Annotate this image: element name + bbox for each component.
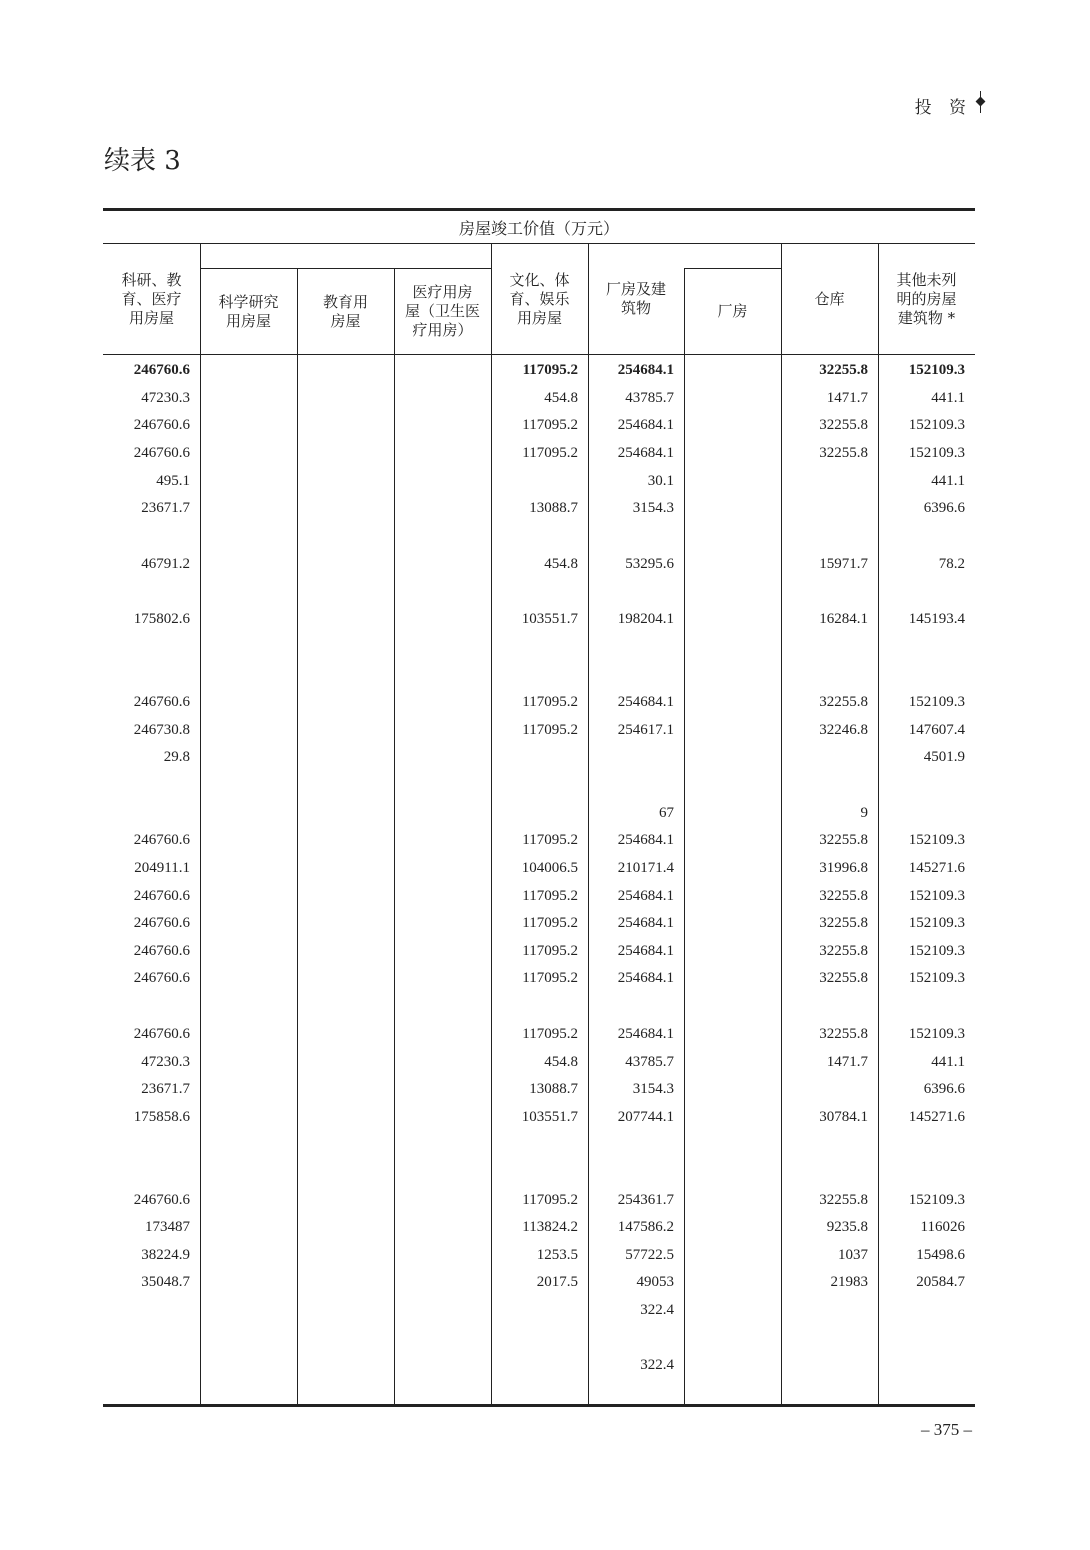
table-row bbox=[103, 826, 975, 854]
table-cell: 254617.1 bbox=[617, 722, 674, 738]
table-cell: 152109.3 bbox=[908, 943, 965, 959]
table-cell bbox=[394, 1103, 481, 1131]
table-cell: 117095.2 bbox=[522, 915, 578, 931]
table-cell bbox=[491, 799, 578, 827]
table-cell: 175802.6 bbox=[133, 611, 190, 627]
table-cell bbox=[297, 411, 384, 439]
table-cell: 145193.4 bbox=[908, 611, 965, 627]
table-cell bbox=[297, 937, 384, 965]
table-cell bbox=[878, 1296, 965, 1324]
table-cell: 246760.6 bbox=[133, 970, 190, 986]
table-row bbox=[103, 1020, 975, 1048]
table-cell: 113824.2 bbox=[522, 1219, 578, 1235]
table-row bbox=[103, 1351, 975, 1379]
table-cell: 13088.7 bbox=[529, 500, 578, 516]
table-cell: 152109.3 bbox=[908, 915, 965, 931]
table-cell bbox=[200, 1103, 287, 1131]
table-cell: 254684.1 bbox=[617, 362, 674, 378]
table-cell bbox=[297, 688, 384, 716]
table-cell bbox=[297, 1048, 384, 1076]
table-cell bbox=[684, 439, 771, 467]
table-cell: 67 bbox=[659, 805, 674, 821]
table-cell: 152109.3 bbox=[908, 832, 965, 848]
column-header: 文化、体 育、娱乐 用房屋 bbox=[509, 270, 570, 327]
table-cell bbox=[394, 826, 481, 854]
page-number: – 375 – bbox=[921, 1420, 972, 1439]
table-row bbox=[103, 1296, 975, 1324]
table-cell: 6396.6 bbox=[923, 500, 965, 516]
table-cell bbox=[684, 937, 771, 965]
table-cell bbox=[684, 716, 771, 744]
table-cell: 1471.7 bbox=[826, 390, 868, 406]
table-cell bbox=[394, 494, 481, 522]
table-cell bbox=[394, 411, 481, 439]
table-cell bbox=[297, 909, 384, 937]
table-row bbox=[103, 605, 975, 633]
table-cell bbox=[394, 1296, 481, 1324]
table-cell: 152109.3 bbox=[908, 1192, 965, 1208]
table-cell bbox=[878, 1351, 965, 1379]
table-cell bbox=[394, 882, 481, 910]
table-cell bbox=[200, 1075, 287, 1103]
table-row bbox=[103, 384, 975, 412]
table-cell: 57722.5 bbox=[625, 1247, 674, 1263]
table-cell bbox=[394, 688, 481, 716]
table-cell bbox=[394, 854, 481, 882]
table-cell bbox=[684, 743, 771, 771]
table-cell bbox=[394, 799, 481, 827]
table-cell bbox=[394, 605, 481, 633]
table-cell: 207744.1 bbox=[617, 1109, 674, 1125]
table-cell: 173487 bbox=[145, 1219, 190, 1235]
table-cell bbox=[684, 1020, 771, 1048]
table-cell bbox=[200, 1186, 287, 1214]
table-cell: 254684.1 bbox=[617, 915, 674, 931]
table-cell: 32255.8 bbox=[819, 832, 868, 848]
column-header: 科学研究 用房屋 bbox=[218, 292, 279, 330]
table-cell: 246760.6 bbox=[133, 1192, 190, 1208]
table-cell bbox=[103, 1296, 190, 1324]
table-cell: 117095.2 bbox=[522, 832, 578, 848]
table-cell bbox=[297, 356, 384, 384]
table-cell bbox=[103, 799, 190, 827]
table-cell bbox=[781, 1296, 868, 1324]
table-cell: 47230.3 bbox=[141, 390, 190, 406]
table-row bbox=[103, 439, 975, 467]
table-cell: 1037 bbox=[838, 1247, 868, 1263]
table-row bbox=[103, 1268, 975, 1296]
table-cell: 32255.8 bbox=[819, 888, 868, 904]
table-cell bbox=[297, 882, 384, 910]
table-cell bbox=[491, 1296, 578, 1324]
table-cell: 152109.3 bbox=[908, 445, 965, 461]
table-cell: 152109.3 bbox=[908, 362, 965, 378]
table-cell bbox=[394, 964, 481, 992]
table-cell: 53295.6 bbox=[625, 556, 674, 572]
table-cell: 454.8 bbox=[544, 390, 578, 406]
table-row bbox=[103, 1186, 975, 1214]
table-cell: 210171.4 bbox=[617, 860, 674, 876]
table-cell bbox=[297, 1241, 384, 1269]
table-row bbox=[103, 743, 975, 771]
column-header-rule bbox=[103, 354, 975, 355]
table-cell: 246760.6 bbox=[133, 694, 190, 710]
table-cell: 103551.7 bbox=[521, 611, 578, 627]
table-cell: 246730.8 bbox=[133, 722, 190, 738]
table-cell bbox=[297, 1020, 384, 1048]
table-cell: 145271.6 bbox=[908, 1109, 965, 1125]
table-cell: 32255.8 bbox=[819, 943, 868, 959]
table-cell bbox=[297, 1213, 384, 1241]
table-cell bbox=[200, 1296, 287, 1324]
table-cell bbox=[491, 1351, 578, 1379]
table-cell bbox=[491, 467, 578, 495]
table-cell bbox=[394, 716, 481, 744]
group-header: 房屋竣工价值（万元） bbox=[458, 219, 619, 238]
table-cell: 35048.7 bbox=[141, 1274, 190, 1290]
table-cell: 4501.9 bbox=[923, 749, 965, 765]
table-cell: 254684.1 bbox=[617, 970, 674, 986]
table-cell: 246760.6 bbox=[133, 445, 190, 461]
table-cell bbox=[200, 356, 287, 384]
table-cell bbox=[297, 467, 384, 495]
table-cell: 454.8 bbox=[544, 556, 578, 572]
table-cell: 21983 bbox=[830, 1274, 868, 1290]
table-cell: 246760.6 bbox=[133, 888, 190, 904]
table-cell: 43785.7 bbox=[625, 390, 674, 406]
table-cell: 3154.3 bbox=[632, 1081, 674, 1097]
table-cell bbox=[297, 384, 384, 412]
table-cell bbox=[394, 1213, 481, 1241]
column-header: 科研、教 育、医疗 用房屋 bbox=[121, 270, 182, 327]
table-cell: 254684.1 bbox=[617, 943, 674, 959]
table-cell bbox=[103, 1351, 190, 1379]
table-cell bbox=[297, 743, 384, 771]
table-top-rule bbox=[103, 208, 975, 211]
table-cell bbox=[684, 1268, 771, 1296]
table-cell: 32246.8 bbox=[819, 722, 868, 738]
column-header: 医疗用房 屋（卫生医 疗用房） bbox=[404, 283, 480, 339]
table-cell bbox=[684, 882, 771, 910]
table-cell bbox=[297, 1296, 384, 1324]
table-cell bbox=[200, 1351, 287, 1379]
table-cell bbox=[684, 1103, 771, 1131]
table-cell bbox=[878, 799, 965, 827]
table-cell: 117095.2 bbox=[522, 445, 578, 461]
table-row bbox=[103, 799, 975, 827]
table-cell: 117095.2 bbox=[522, 362, 578, 378]
table-cell: 32255.8 bbox=[819, 970, 868, 986]
table-cell: 246760.6 bbox=[133, 1026, 190, 1042]
table-cell: 43785.7 bbox=[625, 1054, 674, 1070]
table-cell bbox=[297, 494, 384, 522]
table-cell bbox=[297, 799, 384, 827]
table-cell bbox=[684, 550, 771, 578]
table-cell: 254684.1 bbox=[617, 417, 674, 433]
table-cell: 254361.7 bbox=[617, 1192, 674, 1208]
table-cell bbox=[200, 882, 287, 910]
table-row bbox=[103, 716, 975, 744]
table-cell: 9235.8 bbox=[826, 1219, 868, 1235]
table-cell: 147607.4 bbox=[908, 722, 965, 738]
table-cell bbox=[491, 743, 578, 771]
table-cell: 145271.6 bbox=[908, 860, 965, 876]
table-row bbox=[103, 688, 975, 716]
table-cell bbox=[394, 743, 481, 771]
table-cell bbox=[297, 1351, 384, 1379]
table-cell bbox=[781, 494, 868, 522]
table-cell bbox=[684, 1241, 771, 1269]
table-cell: 198204.1 bbox=[617, 611, 674, 627]
table-cell bbox=[200, 826, 287, 854]
table-cell: 152109.3 bbox=[908, 888, 965, 904]
table-cell bbox=[297, 964, 384, 992]
table-row bbox=[103, 964, 975, 992]
table-cell: 32255.8 bbox=[819, 445, 868, 461]
table-cell bbox=[297, 550, 384, 578]
table-cell: 116026 bbox=[920, 1219, 965, 1235]
table-cell: 246760.6 bbox=[133, 362, 190, 378]
table-cell: 441.1 bbox=[931, 390, 965, 406]
table-cell bbox=[200, 384, 287, 412]
table-cell: 441.1 bbox=[931, 1054, 965, 1070]
table-cell: 2017.5 bbox=[536, 1274, 578, 1290]
table-cell: 254684.1 bbox=[617, 832, 674, 848]
table-cell: 322.4 bbox=[640, 1302, 674, 1318]
table-cell bbox=[200, 439, 287, 467]
table-cell bbox=[297, 1075, 384, 1103]
column-header: 教育用 房屋 bbox=[322, 292, 368, 330]
table-cell: 3154.3 bbox=[632, 500, 674, 516]
table-cell bbox=[297, 826, 384, 854]
table-cell bbox=[200, 1020, 287, 1048]
table-cell bbox=[684, 826, 771, 854]
table-cell bbox=[297, 1268, 384, 1296]
table-cell bbox=[200, 716, 287, 744]
table-cell: 152109.3 bbox=[908, 694, 965, 710]
table-cell: 246760.6 bbox=[133, 915, 190, 931]
table-cell: 30784.1 bbox=[819, 1109, 868, 1125]
table-cell bbox=[684, 1296, 771, 1324]
table-cell: 254684.1 bbox=[617, 694, 674, 710]
table-cell bbox=[394, 1048, 481, 1076]
table-cell: 32255.8 bbox=[819, 694, 868, 710]
table-cell: 15498.6 bbox=[916, 1247, 965, 1263]
table-cell bbox=[200, 1213, 287, 1241]
table-cell bbox=[684, 384, 771, 412]
table-cell bbox=[684, 1186, 771, 1214]
table-cell bbox=[394, 909, 481, 937]
table-cell bbox=[200, 1048, 287, 1076]
table-cell: 117095.2 bbox=[522, 722, 578, 738]
table-cell: 246760.6 bbox=[133, 943, 190, 959]
table-row bbox=[103, 550, 975, 578]
table-cell bbox=[684, 1048, 771, 1076]
table-cell bbox=[200, 937, 287, 965]
table-row bbox=[103, 937, 975, 965]
table-cell: 254684.1 bbox=[617, 445, 674, 461]
table-cell: 47230.3 bbox=[141, 1054, 190, 1070]
table-cell: 152109.3 bbox=[908, 1026, 965, 1042]
table-cell bbox=[684, 1213, 771, 1241]
table-cell bbox=[200, 743, 287, 771]
table-cell bbox=[394, 550, 481, 578]
table-cell: 246760.6 bbox=[133, 832, 190, 848]
table-cell: 1471.7 bbox=[826, 1054, 868, 1070]
column-header: 厂房及建 筑物 bbox=[605, 280, 666, 317]
table-cell: 13088.7 bbox=[529, 1081, 578, 1097]
table-cell bbox=[684, 494, 771, 522]
table-cell bbox=[297, 1103, 384, 1131]
table-cell: 32255.8 bbox=[819, 362, 868, 378]
table-cell bbox=[394, 384, 481, 412]
table-cell: 29.8 bbox=[163, 749, 190, 765]
table-row bbox=[103, 356, 975, 384]
running-head: 投 资 bbox=[914, 98, 972, 118]
table-cell: 46791.2 bbox=[141, 556, 190, 572]
column-header: 厂房 bbox=[717, 302, 748, 320]
table-cell bbox=[684, 854, 771, 882]
table-cell: 175858.6 bbox=[133, 1109, 190, 1125]
table-cell: 104006.5 bbox=[521, 860, 578, 876]
table-cell: 254684.1 bbox=[617, 1026, 674, 1042]
table-cell bbox=[200, 688, 287, 716]
table-row bbox=[103, 411, 975, 439]
table-cell: 246760.6 bbox=[133, 417, 190, 433]
table-cell bbox=[394, 1020, 481, 1048]
table-row bbox=[103, 1241, 975, 1269]
table-cell bbox=[200, 854, 287, 882]
table-cell: 15971.7 bbox=[819, 556, 868, 572]
table-cell bbox=[200, 605, 287, 633]
table-row bbox=[103, 494, 975, 522]
table-cell: 254684.1 bbox=[617, 888, 674, 904]
table-cell bbox=[684, 964, 771, 992]
table-row bbox=[103, 467, 975, 495]
table-cell: 117095.2 bbox=[522, 888, 578, 904]
table-cell bbox=[297, 854, 384, 882]
table-cell: 32255.8 bbox=[819, 1026, 868, 1042]
table-cell bbox=[297, 1186, 384, 1214]
table-row bbox=[103, 1075, 975, 1103]
table-cell bbox=[200, 964, 287, 992]
table-cell bbox=[684, 909, 771, 937]
table-cell: 38224.9 bbox=[141, 1247, 190, 1263]
table-cell: 152109.3 bbox=[908, 417, 965, 433]
diamond-ornament-icon bbox=[976, 97, 986, 107]
table-cell: 117095.2 bbox=[522, 694, 578, 710]
table-row bbox=[103, 1213, 975, 1241]
table-cell: 20584.7 bbox=[916, 1274, 965, 1290]
column-header: 仓库 bbox=[814, 289, 845, 308]
table-row bbox=[103, 1103, 975, 1131]
table-cell bbox=[394, 937, 481, 965]
table-cell: 78.2 bbox=[938, 556, 965, 572]
table-cell: 32255.8 bbox=[819, 417, 868, 433]
column-header: 其他未列 明的房屋 建筑物 * bbox=[896, 270, 957, 327]
table-cell: 23671.7 bbox=[141, 500, 190, 516]
table-cell bbox=[684, 467, 771, 495]
table-cell: 495.1 bbox=[156, 473, 190, 489]
table-cell: 9 bbox=[860, 805, 868, 821]
table-cell bbox=[200, 550, 287, 578]
table-title: 续表 3 bbox=[104, 146, 181, 176]
table-cell: 1253.5 bbox=[536, 1247, 578, 1263]
table-cell bbox=[684, 356, 771, 384]
table-cell: 147586.2 bbox=[617, 1219, 674, 1235]
table-cell: 23671.7 bbox=[141, 1081, 190, 1097]
table-cell: 117095.2 bbox=[522, 943, 578, 959]
table-cell: 32255.8 bbox=[819, 1192, 868, 1208]
table-cell bbox=[781, 1075, 868, 1103]
table-cell bbox=[781, 743, 868, 771]
table-cell bbox=[394, 467, 481, 495]
table-cell: 6396.6 bbox=[923, 1081, 965, 1097]
table-cell bbox=[684, 688, 771, 716]
table-cell bbox=[394, 439, 481, 467]
table-cell bbox=[394, 1268, 481, 1296]
table-row bbox=[103, 882, 975, 910]
table-cell: 117095.2 bbox=[522, 1192, 578, 1208]
table-cell bbox=[200, 467, 287, 495]
table-cell: 152109.3 bbox=[908, 970, 965, 986]
table-cell: 117095.2 bbox=[522, 1026, 578, 1042]
table-cell bbox=[684, 799, 771, 827]
table-cell: 117095.2 bbox=[522, 970, 578, 986]
table-row bbox=[103, 854, 975, 882]
table-cell bbox=[781, 467, 868, 495]
table-cell bbox=[684, 605, 771, 633]
table-cell: 16284.1 bbox=[819, 611, 868, 627]
table-cell bbox=[297, 605, 384, 633]
table-bottom-rule bbox=[103, 1404, 975, 1407]
table-cell: 454.8 bbox=[544, 1054, 578, 1070]
table-cell: 441.1 bbox=[931, 473, 965, 489]
table-cell bbox=[200, 1241, 287, 1269]
table-cell bbox=[394, 1075, 481, 1103]
table-cell: 117095.2 bbox=[522, 417, 578, 433]
table-cell: 31996.8 bbox=[819, 860, 868, 876]
table-cell bbox=[684, 411, 771, 439]
table-cell bbox=[297, 439, 384, 467]
table-cell bbox=[394, 356, 481, 384]
table-cell bbox=[200, 909, 287, 937]
table-cell: 322.4 bbox=[640, 1357, 674, 1373]
table-cell: 204911.1 bbox=[134, 860, 190, 876]
table-cell: 103551.7 bbox=[521, 1109, 578, 1125]
table-cell bbox=[588, 743, 674, 771]
table-cell bbox=[200, 1268, 287, 1296]
table-cell bbox=[394, 1186, 481, 1214]
table-cell: 32255.8 bbox=[819, 915, 868, 931]
table-cell bbox=[297, 716, 384, 744]
table-cell bbox=[781, 1351, 868, 1379]
table-cell bbox=[200, 799, 287, 827]
table-cell: 49053 bbox=[636, 1274, 674, 1290]
table-cell bbox=[684, 1075, 771, 1103]
table-cell: 30.1 bbox=[647, 473, 674, 489]
table-cell bbox=[200, 411, 287, 439]
table-cell bbox=[684, 1351, 771, 1379]
table-row bbox=[103, 909, 975, 937]
table-row bbox=[103, 1048, 975, 1076]
table-cell bbox=[394, 1351, 481, 1379]
table-cell bbox=[200, 494, 287, 522]
table-cell bbox=[394, 1241, 481, 1269]
